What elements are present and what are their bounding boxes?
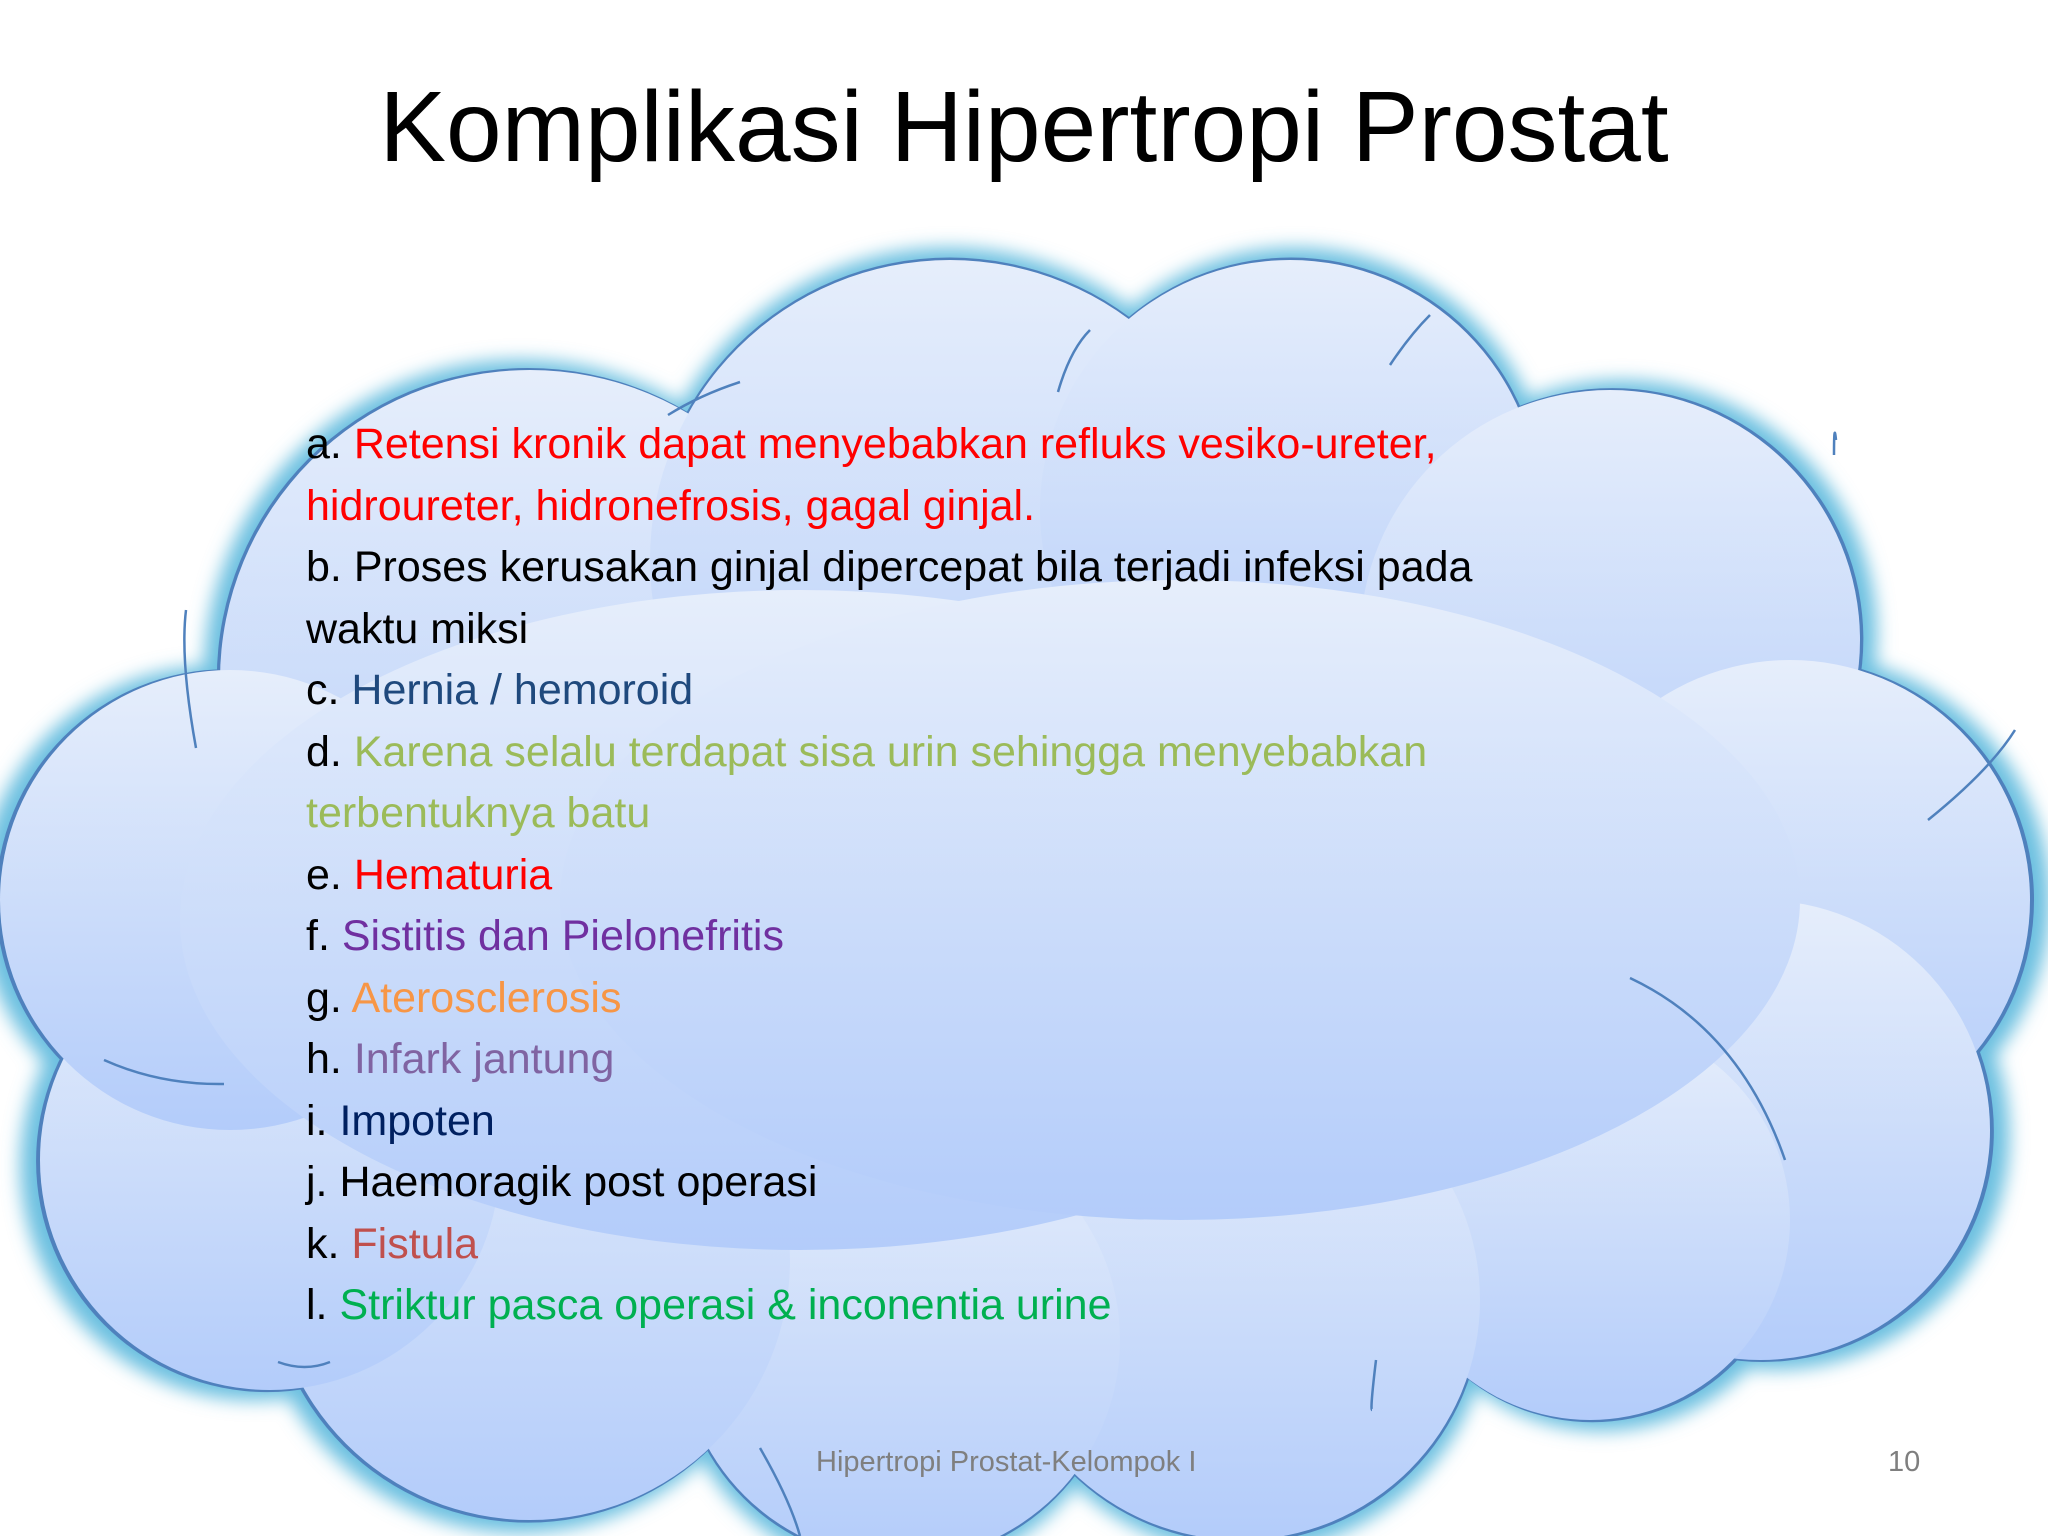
list-item-b-continued [306,599,1686,661]
list-item-a-continued [306,476,1686,538]
item-marker: i. [306,1096,340,1145]
item-marker: a. [306,420,354,468]
page-number: 10 [1888,1446,1921,1478]
slide-title: Komplikasi Hipertropi Prostat [379,71,1669,183]
item-text: Haemoragik post operasi [339,1158,818,1206]
item-text: hidroureter, hidronefrosis, gagal ginjal. [306,481,1036,530]
item-marker: f. [306,912,342,960]
item-marker: h. [306,1035,354,1083]
item-marker: k. [306,1219,352,1268]
list-item-d [306,722,1686,784]
list-item-i [306,1091,1686,1153]
item-text: Retensi kronik dapat menyebabkan refluks vesiko-ureter, [353,420,1437,468]
item-text: Impoten [339,1096,495,1145]
item-marker: l. [306,1281,340,1329]
item-text: Hematuria [353,850,553,899]
item-text: Karena selalu terdapat sisa urin sehingga menyebabkan [353,727,1428,776]
item-text: Hernia / hemoroid [351,666,694,714]
item-text: waktu miksi [306,604,529,653]
item-marker: d. [306,727,354,776]
item-marker: j. [306,1158,340,1206]
list-item-d-continued [306,783,1686,845]
list-item-b [306,537,1686,599]
list-item-l [306,1275,1686,1337]
footer-text: Hipertropi Prostat-Kelompok I [816,1446,1197,1478]
item-marker: b. [306,543,354,591]
list-item-h [306,1029,1686,1091]
list-item-j [306,1152,1686,1214]
item-text: Striktur pasca operasi & inconentia urine [339,1281,1112,1329]
list-item-g [306,968,1686,1030]
list-item-f [306,906,1686,968]
complications-list [306,414,1686,1337]
item-text: Infark jantung [353,1035,615,1083]
item-text: Proses kerusakan ginjal dipercepat bila terjadi infeksi pada [353,543,1473,591]
list-item-e [306,845,1686,907]
item-marker: c. [306,666,352,714]
list-item-c [306,660,1686,722]
item-text: Aterosclerosis [351,973,622,1022]
item-text: Sistitis dan Pielonefritis [341,912,784,960]
item-text: Fistula [351,1219,479,1268]
list-item-k [306,1214,1686,1276]
item-marker: e. [306,850,354,899]
list-item-a [306,414,1686,476]
item-marker: g. [306,973,352,1022]
item-text: terbentuknya batu [306,789,651,837]
